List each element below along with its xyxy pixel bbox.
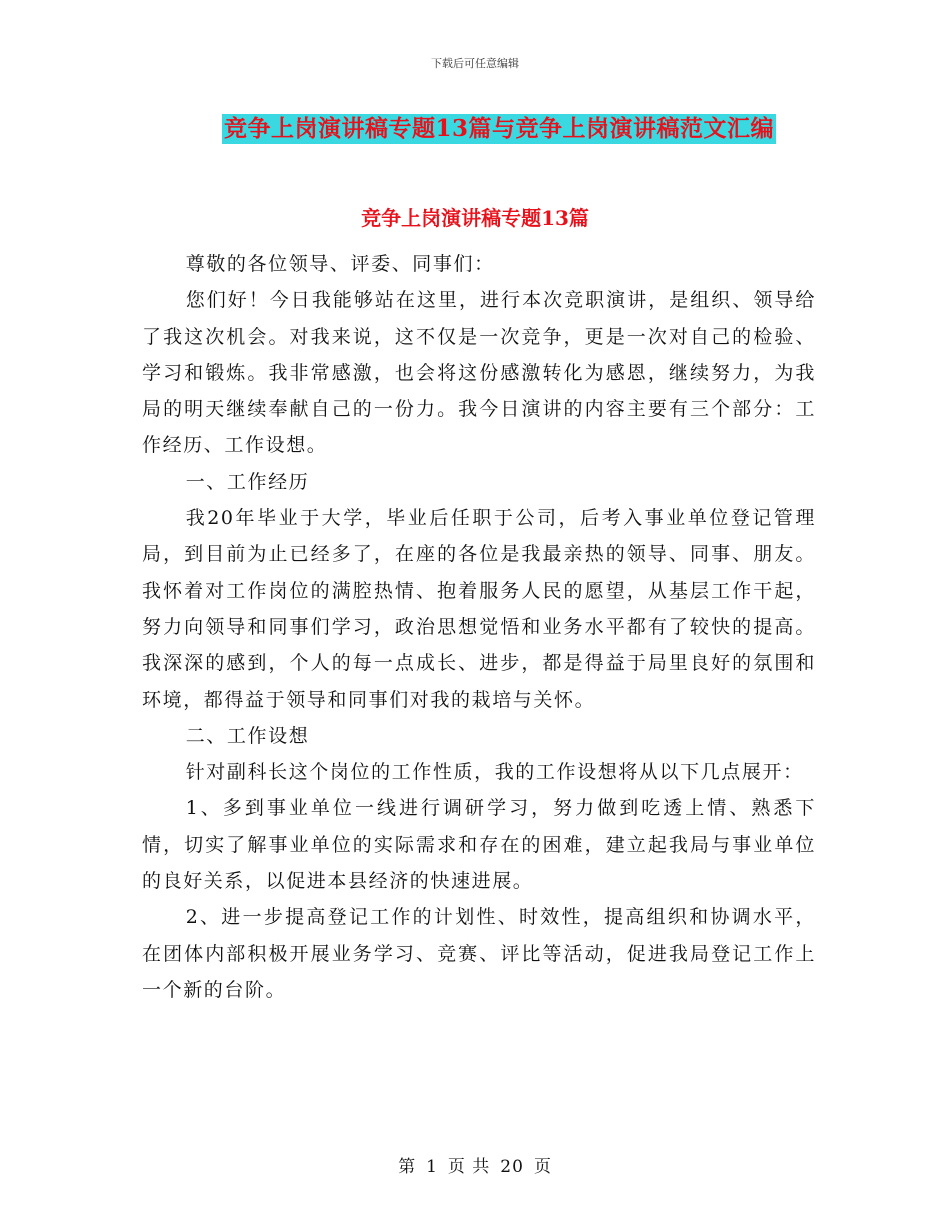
footer-total-pages: 20 [500, 1157, 524, 1177]
plans-intro-paragraph: 针对副科长这个岗位的工作性质，我的工作设想将从以下几点展开： [185, 761, 804, 784]
document-title: 竞争上岗演讲稿专题13篇与竞争上岗演讲稿范文汇编 [223, 115, 774, 142]
section-heading-plans: 二、工作设想 [185, 724, 310, 747]
footer-middle: 页 共 [447, 1157, 491, 1177]
footer-page-number: 1 [426, 1157, 438, 1177]
intro-paragraph: 您们好！今日我能够站在这里，进行本次竞职演讲，是组织、领导给了我这次机会。对我来说，这不仅是一次竞争，更是一次对自己的检验、学习和锻炼。我非常感激，也会将这份感激转化为感恩，继续努力，为我局的明天继续奉献自己的一份力。我今日演讲的内容主要有三个部分：工作经历、工作设想。 [142, 289, 816, 457]
plan-item-1: 1、多到事业单位一线进行调研学习，努力做到吃透上情、熟悉下情，切实了解事业单位的实际需求和存在的困难，建立起我局与事业单位的良好关系，以促进本县经济的快速进展。 [142, 797, 816, 893]
experience-paragraph: 我20年毕业于大学，毕业后任职于公司，后考入事业单位登记管理局，到目前为止已经多了，在座的各位是我最亲热的领导、同事、朋友。我怀着对工作岗位的满腔热情、抱着服务人民的愿望，从基层工作干起，努力向领导和同事们学习，政治思想觉悟和业务水平都有了较快的提高。我深深的感到，个人的每一点成长、进步，都是得益于局里良好的氛围和环境，都得益于领导和同事们对我的栽培与关怀。 [142, 507, 816, 711]
document-body [142, 246, 816, 1008]
footer-prefix: 第 [398, 1157, 417, 1177]
plan-item-2: 2、进一步提高登记工作的计划性、时效性，提高组织和协调水平，在团体内部积极开展业务学习、竞赛、评比等活动，促进我局登记工作上一个新的台阶。 [142, 906, 816, 1001]
document-subtitle: 竞争上岗演讲稿专题13篇 [361, 206, 589, 230]
salutation-paragraph: 尊敬的各位领导、评委、同事们： [185, 253, 495, 275]
footer-suffix: 页 [533, 1157, 552, 1177]
title-container [0, 114, 950, 144]
page-footer [0, 1152, 950, 1177]
section-heading-experience: 一、工作经历 [185, 470, 310, 493]
header-note: 下载后可任意编辑 [431, 57, 519, 70]
